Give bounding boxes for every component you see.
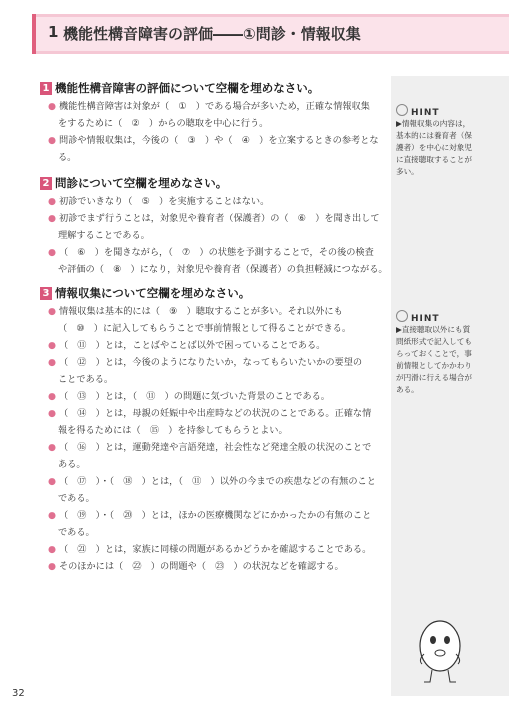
bullet-icon: ●	[48, 101, 59, 112]
list-item	[48, 476, 376, 488]
list-item	[48, 196, 269, 208]
hint-1-line: 護者）を中心に対象児	[396, 143, 472, 152]
line-text: 機能性構音障害は対象が（ ① ）である場合が多いため，正確な情報収集	[58, 101, 370, 112]
bullet-icon: ●	[48, 544, 59, 555]
line-text: （ ⑭ ）とは，母親の妊娠中や出産時などの状況のことである。正確な情	[58, 408, 372, 419]
line-text: ことである。	[58, 374, 114, 385]
page-number: 32	[12, 688, 25, 699]
line-text: 初診でいきなり（ ⑤ ）を実施することはない。	[58, 196, 270, 207]
list-item	[48, 561, 344, 573]
egg-mascot-icon	[414, 616, 466, 688]
bullet-icon: ●	[48, 213, 59, 224]
line-text: （ ⑯ ）とは，運動発達や言語発達，社会性など発達全般の状況のことで	[58, 442, 372, 453]
section-1-number: 1	[40, 82, 52, 95]
bullet-icon: ●	[48, 340, 59, 351]
hint-lightbulb-icon	[396, 310, 408, 322]
section-2-title: 問診について空欄を埋めなさい。	[55, 176, 228, 190]
line-text: （ ⑩ ）に記入してもらうことで事前情報として得ることができる。	[58, 323, 352, 334]
list-item	[48, 135, 379, 147]
line-text: （ ⑬ ）とは，（ ⑪ ）の問題に気づいた背景のことである。	[58, 391, 330, 402]
bullet-icon: ●	[48, 357, 59, 368]
bullet-icon: ●	[48, 408, 59, 419]
list-item	[48, 544, 371, 556]
section-2-heading	[40, 175, 227, 191]
section-3-number: 3	[40, 287, 52, 300]
hint-1-line: ▶情報収集の内容は，	[396, 119, 471, 128]
hint-box-2	[396, 310, 474, 396]
list-item	[48, 213, 380, 225]
section-3-heading	[40, 285, 250, 301]
list-item	[48, 340, 325, 352]
line-text: である。	[58, 493, 95, 504]
hint-1-label: HINT	[411, 108, 440, 118]
bullet-icon: ●	[48, 510, 59, 521]
hint-2-label: HINT	[411, 314, 440, 324]
section-1-heading	[40, 80, 319, 96]
list-item	[48, 306, 343, 318]
line-text: や評価の（ ⑧ ）になり，対象児や養育者（保護者）の負担軽減につながる。	[58, 264, 388, 275]
list-item-cont	[58, 493, 95, 505]
list-item-cont	[58, 230, 150, 242]
line-text: 初診でまず行うことは，対象児や養育者（保護者）の（ ⑥ ）を聞き出して	[58, 213, 380, 224]
bullet-icon: ●	[48, 561, 59, 572]
line-text: 情報収集は基本的には（ ⑨ ）聴取することが多い。それ以外にも	[58, 306, 343, 317]
list-item-cont	[58, 459, 86, 471]
list-item-cont	[58, 323, 351, 335]
line-text: 問診や情報収集は，今後の（ ③ ）や（ ④ ）を立案するときの参考とな	[58, 135, 379, 146]
hint-1-line: に直接聴取することが	[396, 155, 472, 164]
line-text: そのほかには（ ㉒ ）の問題や（ ㉓ ）の状況などを確認する。	[58, 561, 344, 572]
hint-2-line: 問紙形式で記入しても	[396, 337, 472, 346]
section-1-title: 機能性構音障害の評価について空欄を埋めなさい。	[55, 81, 320, 95]
hint-2-line: が円滑に行える場合が	[396, 373, 472, 382]
section-3-title: 情報収集について空欄を埋めなさい。	[55, 286, 251, 300]
line-text: る。	[58, 152, 77, 163]
line-text: （ ⑲ ）・（ ⑳ ）とは，ほかの医療機関などにかかったかの有無のこと	[58, 510, 372, 521]
line-text: をするために（ ② ）からの聴取を中心に行う。	[58, 118, 269, 129]
list-item-cont	[58, 374, 113, 386]
list-item-cont	[58, 264, 388, 276]
bullet-icon: ●	[48, 135, 59, 146]
list-item	[48, 101, 370, 113]
section-2-number: 2	[40, 177, 52, 190]
list-item-cont	[58, 527, 95, 539]
bullet-icon: ●	[48, 196, 59, 207]
line-text: 報を得るためには（ ⑮ ）を持参してもらうとよい。	[58, 425, 288, 436]
bullet-icon: ●	[48, 391, 59, 402]
line-text: （ ⑪ ）とは，ことばやことば以外で困っていることである。	[58, 340, 326, 351]
hint-1-line: 基本的には養育者（保	[396, 131, 472, 140]
hint-2-line: ▶直接聴取以外にも質	[396, 325, 471, 334]
hint-1-line: 多い。	[396, 167, 419, 176]
page-title: 機能性構音障害の評価――①問診・情報収集	[63, 25, 361, 43]
line-text: （ ⑥ ）を聞きながら，（ ⑦ ）の状態を予測することで，その後の検査	[58, 247, 374, 258]
hint-lightbulb-icon	[396, 104, 408, 116]
list-item	[48, 510, 371, 522]
line-text: （ ⑰ ）・（ ⑱ ）とは，（ ⑪ ）以外の今までの疾患などの有無のこと	[58, 476, 376, 487]
list-item	[48, 408, 371, 420]
line-text: 理解することである。	[58, 230, 150, 241]
list-item	[48, 442, 371, 454]
bullet-icon: ●	[48, 247, 59, 258]
hint-2-heading	[396, 310, 474, 324]
hint-1-heading	[396, 104, 474, 118]
line-text: （ ㉑ ）とは，家族に同様の問題があるかどうかを確認することである。	[58, 544, 372, 555]
hint-2-line: らっておくことで，事	[396, 349, 472, 358]
hint-box-1	[396, 104, 474, 178]
chapter-number: 1	[48, 23, 59, 41]
line-text: （ ⑫ ）とは，今後のようになりたいか，なってもらいたいかの要望の	[58, 357, 363, 368]
list-item	[48, 391, 330, 403]
hint-2-line: ある。	[396, 385, 419, 394]
list-item	[48, 247, 374, 259]
line-text: である。	[58, 527, 95, 538]
list-item-cont	[58, 425, 288, 437]
list-item-cont	[58, 152, 76, 164]
bullet-icon: ●	[48, 476, 59, 487]
bullet-icon: ●	[48, 442, 59, 453]
title-accent-rule	[32, 14, 36, 54]
line-text: ある。	[58, 459, 86, 470]
list-item-cont	[58, 118, 268, 130]
bullet-icon: ●	[48, 306, 59, 317]
hint-2-line: 前情報としてかかわり	[396, 361, 472, 370]
list-item	[48, 357, 362, 369]
